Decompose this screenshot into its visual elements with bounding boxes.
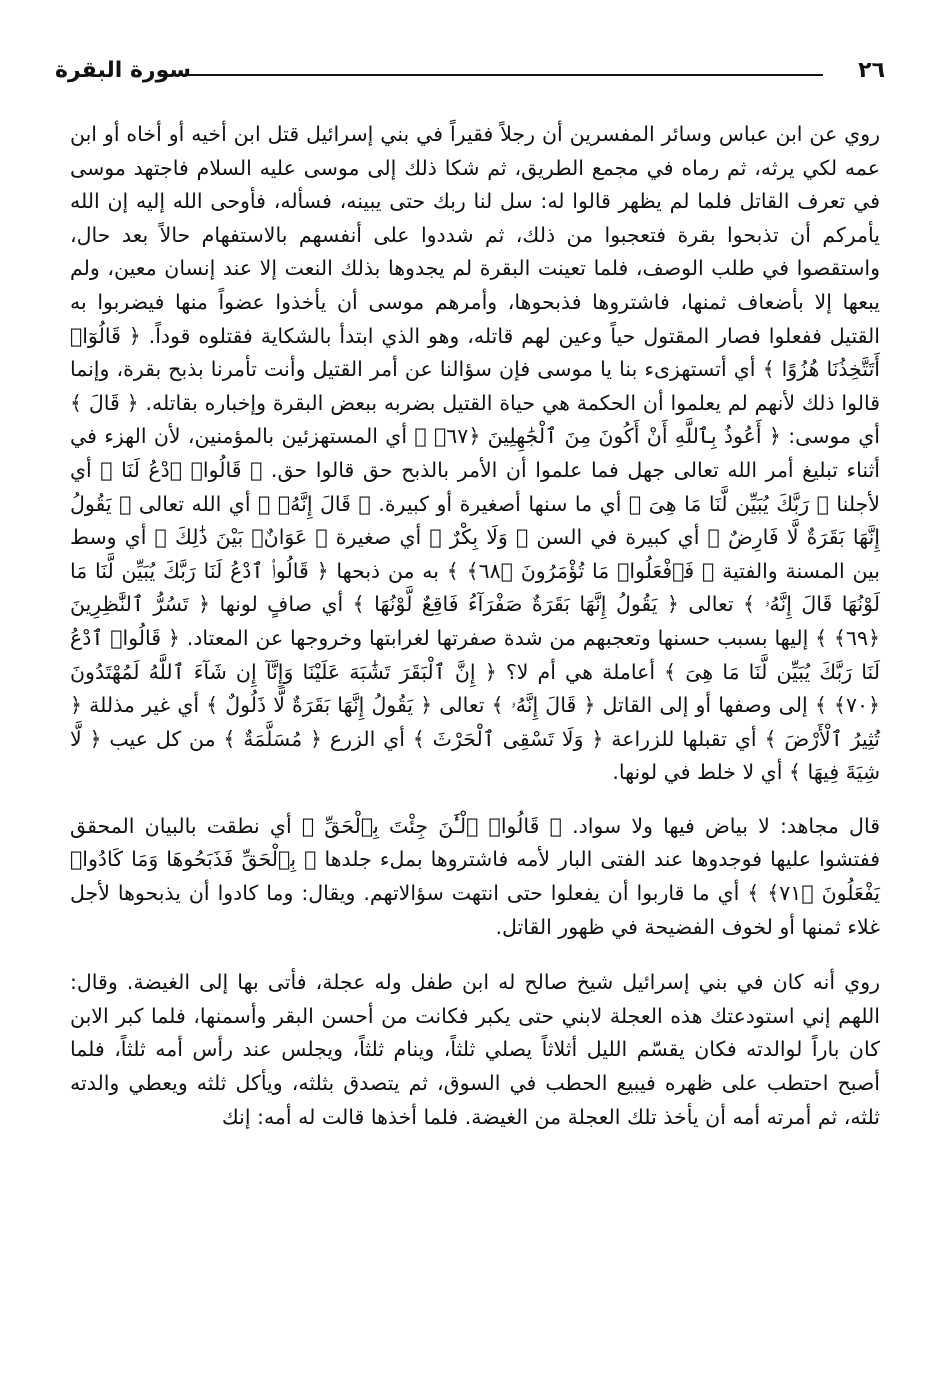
paragraph-cow-story: روي عن ابن عباس وسائر المفسرين أن رجلاً فقيراً في بني إسرائيل قتل ابن أخيه أو أخاه أو ابن عمه لكي يرثه، ثم رماه في مجمع الطريق، ثم شكا ذلك إلى موسى عليه السلام فاجتهد موسى في تعرف القاتل فلما لم يظهر قالوا له: سل لنا ربك حتى يبينه، فسأله، فأوحى الله إليه إن الله يأمركم أن تذبحوا بقرة فتعجبوا من ذلك، ثم شددوا على أنفسهم بالاستفهام حالاً بعد حال، واستقصوا في طلب الوصف، فلما تعينت البقرة لم يجدوها بذلك النعت إلا عند إنسان معين، ولم يبعها إلا بأضعاف ثمنها، فاشتروها فذبحوها، وأمرهم موسى أن يأخذوا عضواً منها فيضربوا به القتيل ففعلوا فصار المقتول حياً وعين لهم قاتله، وهو الذي ابتدأ بالشكاية فقتلوه قوداً. ﴿ قَالُوٓا۟ أَتَتَّخِذُنَا هُزُوًا ﴾ أي أتستهزىء بنا يا موسى فإن سؤالنا عن أمر القتيل وأنت تأمرنا بذبح بقرة، وإنما قالوا ذلك لأنهم لم يعلموا أن الحكمة هي حياة القتيل بضربه ببعض البقرة وإخباره بقاتله. ﴿ قَالَ ﴾ أي موسى: ﴿ أَعُوذُ بِٱللَّهِ أَنْ أَكُونَ مِنَ ٱلْجَٰهِلِينَ ﴿٦٧﴾ ﴾ أي المستهزئين بالمؤمنين، لأن الهزء في أثناء تبليغ أمر الله تعالى جهل فما علموا أن الأمر بالذبح حق قالوا حق. ﴿ قَالُوا۟ ٱدْعُ لَنَا ﴾ أي لأجلنا ﴿ رَبَّكَ يُبَيِّن لَّنَا مَا هِىَ ﴾ أي ما سنها أصغيرة أو كبيرة. ﴿ قَالَ إِنَّهُۥ ﴾ أي الله تعالى ﴿ يَقُولُ إِنَّهَا بَقَرَةٌ لَّا فَارِضٌ ﴾ أي كبيرة في السن ﴿ وَلَا بِكْرٌ ﴾ أي صغيرة ﴿ عَوَانٌۢ بَيْنَ ذَٰلِكَ ﴾ أي وسط بين المسنة والفتية ﴿ فَٱفْعَلُوا۟ مَا تُؤْمَرُونَ ﴿٦٨﴾ ﴾ به من ذبحها ﴿ قَالُوا۟ ٱدْعُ لَنَا رَبَّكَ يُبَيِّن لَّنَا مَا لَوْنُهَا قَالَ إِنَّهُۥ ﴾ تعالى ﴿ يَقُولُ إِنَّهَا بَقَرَةٌ صَفْرَآءُ فَاقِعٌ لَّوْنُهَا ﴾ أي صافٍ لونها ﴿ تَسُرُّ ٱلنَّٰظِرِينَ ﴿٦٩﴾ ﴾ إليها بسبب حسنها وتعجبهم من شدة صفرتها لغرابتها وخروجها عن المعتاد. ﴿ قَالُوا۟ ٱدْعُ لَنَا رَبَّكَ يُبَيِّن لَّنَا مَا هِىَ ﴾ أعاملة هي أم لا؟ ﴿ إِنَّ ٱلْبَقَرَ تَشَٰبَهَ عَلَيْنَا وَإِنَّآ إِن شَآءَ ٱللَّهُ لَمُهْتَدُونَ ﴿٧٠﴾ ﴾ إلى وصفها أو إلى القاتل ﴿ قَالَ إِنَّهُۥ ﴾ تعالى ﴿ يَقُولُ إِنَّهَا بَقَرَةٌ لَّا ذَلُولٌ ﴾ أي غير مذللة ﴿ تُثِيرُ ٱلْأَرْضَ ﴾ أي تقبلها للزراعة ﴿ وَلَا تَسْقِى ٱلْحَرْثَ ﴾ أي الزرع ﴿ مُسَلَّمَةٌ ﴾ من كل عيب ﴿ لَّا شِيَةَ فِيهَا ﴾ أي لا خلط في لونها. — [70, 122, 881, 785]
header-rule — [160, 74, 823, 76]
commentary-text — [70, 118, 880, 1134]
paragraph-mujahid: قال مجاهد: لا بياض فيها ولا سواد. ﴿ قَالُوا۟ ٱلْـَٰٔنَ جِئْتَ بِٱلْحَقِّ ﴾ أي نطقت بالبيان المحقق ففتشوا عليها فوجدوها عند الفتى البار لأمه فاشتروها بملء جلدها ﴿ بِٱلْحَقِّ فَذَبَحُوهَا وَمَا كَادُوا۟ يَفْعَلُونَ ﴿٧١﴾ ﴾ أي ما قاربوا أن يفعلوا حتى انتهت سؤالاتهم. ويقال: وما كادوا أن يذبحوها لأجل غلاء ثمنها أو لخوف الفضيحة في ظهور القاتل. — [70, 813, 880, 939]
paragraph-righteous-son: روي أنه كان في بني إسرائيل شيخ صالح له ابن طفل وله عجلة، فأتى بها إلى الغيضة. وقال: اللهم إني استودعتك هذه العجلة لابني حتى يكبر فكانت من أحسن البقر وأسمنها، فلما كبر الابن كان باراً لوالدته فكان يقسّم الليل أثلاثاً يصلي ثلثاً، وينام ثلثاً، ويجلس عند رأس أمه ثلثاً، فلما أصبح احتطب على ظهره فيبيع الحطب في السوق، ثم يتصدق بثلثه، ويأكل ثلثه ويعطي والدته ثلثه، ثم أمرته أمه أن يأخذ تلك العجلة من الغيضة. فلما أخذها قالت له أمه: إنك — [70, 970, 880, 1129]
surah-title: سورة البقرة — [55, 58, 192, 83]
page-number: ٢٦ — [858, 58, 885, 83]
page-header — [55, 52, 885, 92]
